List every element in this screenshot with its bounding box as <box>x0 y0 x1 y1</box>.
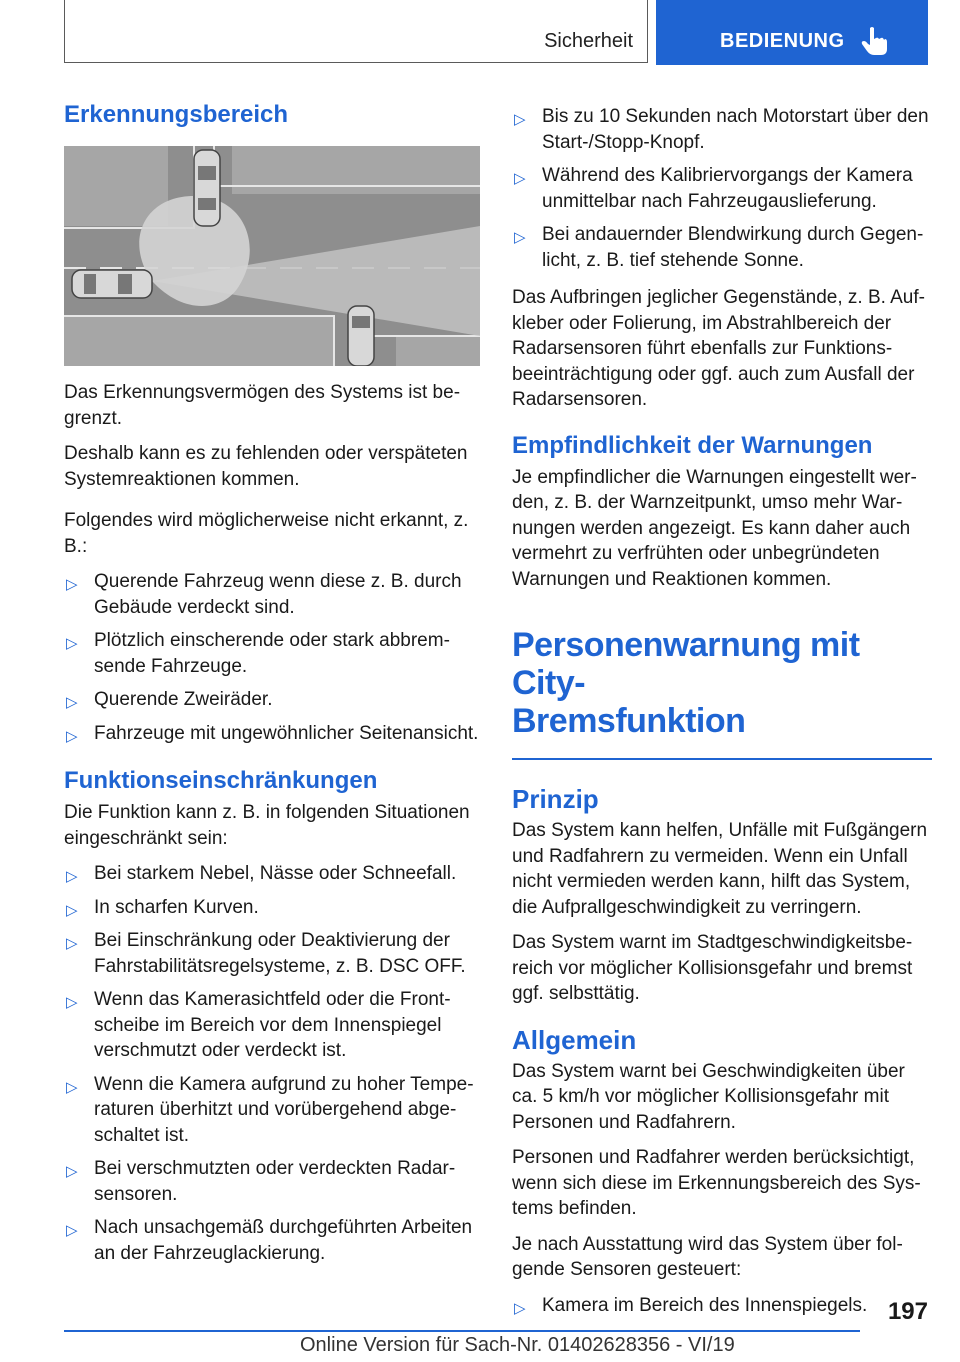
chapter-tab <box>656 0 928 65</box>
section-title <box>512 626 932 740</box>
paragraph: Je empfindlicher die Warnungen eingestellt werden, z. B. der Warnzeitpunkt, umso mehr Warnungen werden angezeigt. Es kann daher auch vermehrt zu verfrühten oder unbegründeten Warnungen und Reaktionen kommen. <box>512 466 917 590</box>
triangle-bullet-icon: ▷ <box>66 901 78 919</box>
list-item: ▷ Während des Kalibriervorgangs der Kamera unmittelbar nach Fahrzeugauslieferung. <box>514 165 913 212</box>
heading-erkennungsbereich: Erkennungsbereich <box>64 101 289 128</box>
paragraph: Je nach Ausstattung wird das System über folgende Sensoren gesteuert: <box>512 1233 903 1280</box>
list-sensors <box>512 1293 932 1319</box>
section-label: Sicherheit <box>544 30 633 52</box>
paragraph: Die Funktion kann z. B. in folgenden Situationen eingeschränkt sein: <box>64 802 470 849</box>
heading-prinzip: Prinzip <box>512 784 599 814</box>
list-not-detected <box>64 569 482 746</box>
list-item: ▷ Bei verschmutzten oder verdeckten Radarsensoren. <box>66 1158 456 1205</box>
page-number: 197 <box>887 1298 928 1325</box>
triangle-bullet-icon: ▷ <box>66 1222 78 1239</box>
paragraph: Personen und Radfahrer werden berücksichtigt, wenn sich diese im Erkennungsbereich des Systems befinden. <box>512 1147 921 1219</box>
heading-funktionseinschraenkungen: Funktionseinschränkungen <box>64 767 378 794</box>
list-item: ▷ Bis zu 10 Sekunden nach Motorstart über den Start-/Stopp-Knopf. <box>514 106 929 153</box>
section-tab <box>64 0 648 63</box>
triangle-bullet-icon: ▷ <box>514 170 526 187</box>
list-item: ▷ Bei Einschränkung oder Deaktivierung der Fahrstabilitätsregelsysteme, z. B. DSC OFF. <box>66 930 466 977</box>
triangle-bullet-icon: ▷ <box>66 994 78 1011</box>
triangle-bullet-icon: ▷ <box>66 576 78 593</box>
triangle-bullet-icon: ▷ <box>66 935 78 952</box>
right-column <box>512 104 932 1330</box>
triangle-bullet-icon: ▷ <box>66 1078 78 1096</box>
detection-area-figure <box>64 146 480 366</box>
paragraph: Das Erkennungsvermögen des Systems ist begrenzt. <box>64 382 461 429</box>
car-bottom <box>348 306 374 366</box>
triangle-bullet-icon: ▷ <box>514 229 526 246</box>
paragraph: Das System warnt im Stadtgeschwindigkeitsbereich vor möglicher Kollisionsgefahr und bremst ggf. selbsttätig. <box>512 932 913 1004</box>
paragraph: Das System warnt bei Geschwindigkeiten über ca. 5 km/h vor möglicher Kollisionsgefahr mit Personen und Radfahrern. <box>512 1060 905 1133</box>
chapter-label: BEDIENUNG <box>720 30 845 52</box>
triangle-bullet-icon: ▷ <box>66 868 78 885</box>
triangle-bullet-icon: ▷ <box>66 694 78 711</box>
car-top <box>194 150 220 226</box>
triangle-bullet-icon: ▷ <box>514 1299 526 1317</box>
triangle-bullet-icon: ▷ <box>66 727 78 745</box>
list-restrictions-continued <box>512 104 932 273</box>
paragraph: Deshalb kann es zu fehlenden oder verspäteten Systemreaktionen kommen. <box>64 443 468 490</box>
left-column <box>64 100 482 1278</box>
list-item: ▷ Nach unsachgemäß durchgeführten Arbeiten an der Fahrzeuglackierung. <box>66 1217 473 1264</box>
section-title-line1: Personenwarnung mit City- <box>512 626 860 702</box>
car-ego <box>72 270 152 298</box>
footer-text: Online Version für Sach-Nr. 01402628356 - VI/19 <box>300 1334 735 1356</box>
section-title-line2: Bremsfunktion <box>512 702 746 740</box>
list-item: ▷ In scharfen Kurven. <box>64 895 482 921</box>
list-item: ▷ Plötzlich einscherende oder stark abbremsende Fahrzeuge. <box>66 630 450 677</box>
list-item: ▷ Wenn das Kamerasichtfeld oder die Frontscheibe im Bereich vor dem Innenspiegel verschmutzt oder verdeckt ist. <box>66 989 451 1061</box>
page-header <box>64 0 928 65</box>
paragraph: Das System kann helfen, Unfälle mit Fußgängern und Radfahrern zu vermeiden. Wenn ein Unfall nicht vermieden werden kann, hilft das System, die Aufprallgeschwindigkeit zu verringern. <box>512 820 928 918</box>
list-restrictions <box>64 861 482 1266</box>
footer-divider <box>64 1330 860 1332</box>
triangle-bullet-icon: ▷ <box>514 111 526 128</box>
heading-allgemein: Allgemein <box>512 1024 637 1055</box>
paragraph: Folgendes wird möglicherweise nicht erkannt, z. B.: <box>64 510 469 557</box>
list-item: ▷ Kamera im Bereich des Innenspiegels. <box>512 1293 932 1319</box>
list-item: ▷ Querende Fahrzeug wenn diese z. B. durch Gebäude verdeckt sind. <box>66 571 462 618</box>
paragraph: Das Aufbringen jeglicher Gegenstände, z. B. Aufkleber oder Folierung, im Abstrahlbereich der Radarsensoren führt ebenfalls zur Funktionsbeeinträchtigung oder ggf. auch zum Ausfall der Radarsensoren. <box>512 287 925 410</box>
list-item: ▷ Bei andauernder Blendwirkung durch Gegenlicht, z. B. tief stehende Sonne. <box>514 224 924 271</box>
triangle-bullet-icon: ▷ <box>66 635 78 652</box>
list-item: ▷ Bei starkem Nebel, Nässe oder Schneefall. <box>64 861 482 887</box>
pointing-hand-icon <box>860 26 888 56</box>
heading-empfindlichkeit: Empfindlichkeit der Warnungen <box>512 431 873 459</box>
triangle-bullet-icon: ▷ <box>66 1163 78 1180</box>
list-item: ▷ Querende Zweiräder. <box>64 687 482 713</box>
title-divider <box>512 758 932 760</box>
list-item: ▷ Fahrzeuge mit ungewöhnlicher Seitenansicht. <box>64 721 482 747</box>
list-item: ▷ Wenn die Kamera aufgrund zu hoher Temperaturen überhitzt und vorübergehend abgeschaltet ist. <box>66 1073 474 1146</box>
